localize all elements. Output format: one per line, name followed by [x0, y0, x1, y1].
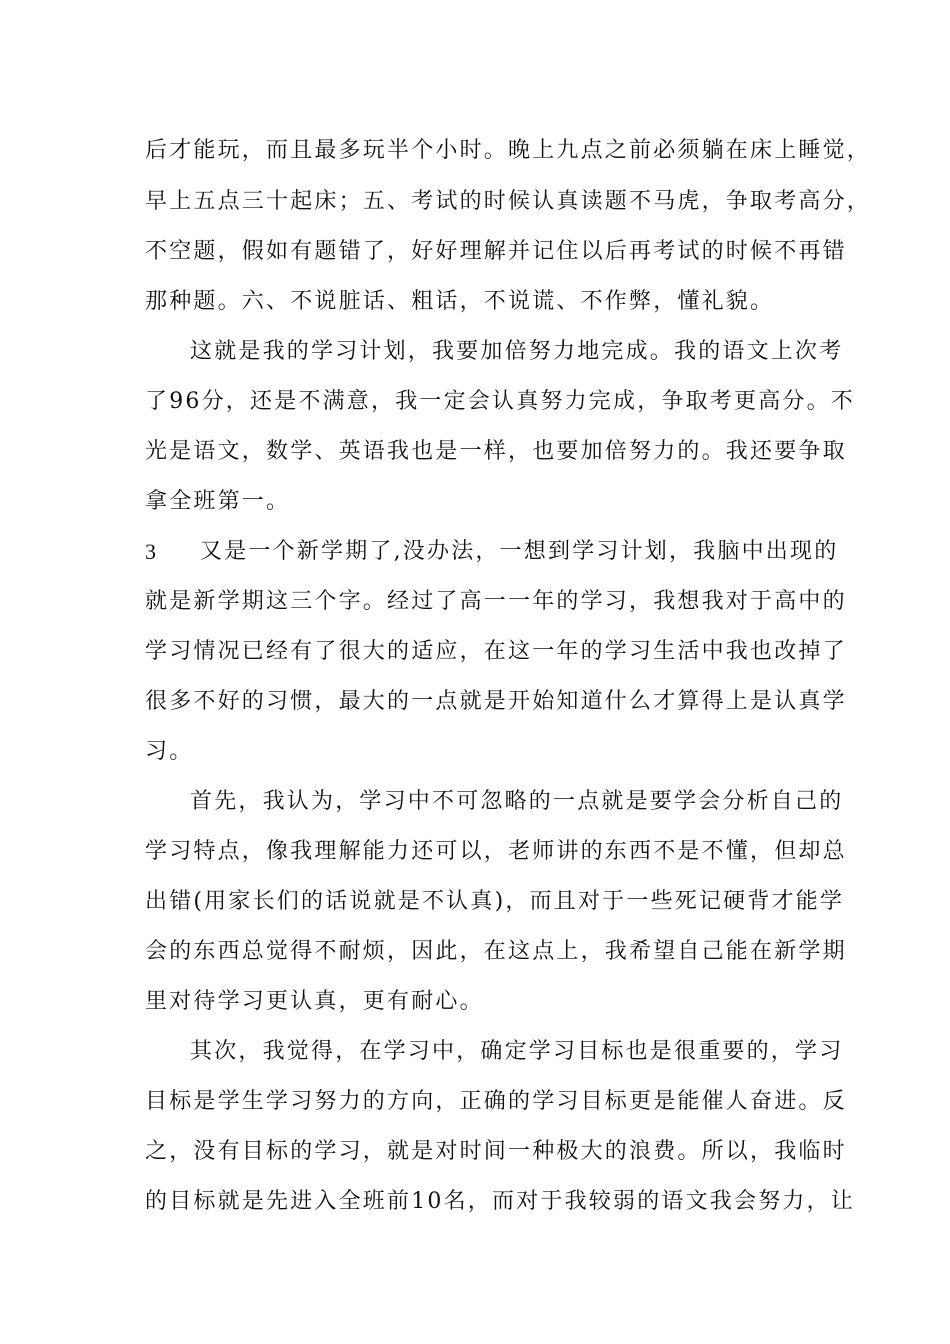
text-line: 拿全班第一。: [145, 489, 291, 514]
text-line: 这就是我的学习计划，我要加倍努力地完成。我的语文上次考: [190, 339, 844, 364]
text-line: 的目标就是先进入全班前10名，而对于我较弱的语文我会努力，让: [145, 1189, 855, 1214]
section-number: 3: [145, 539, 156, 564]
text-line: 学习情况已经有了很大的适应，在这一年的学习生活中我也改掉了: [145, 639, 847, 664]
text-line: 不空题，假如有题错了，好好理解并记住以后再考试的时候不再错: [145, 239, 847, 264]
text-line: 又是一个新学期了,没办法，一想到学习计划，我脑中出现的: [200, 539, 839, 564]
text-line: 首先，我认为，学习中不可忽略的一点就是要学会分析自己的: [190, 789, 844, 814]
text-line: 里对待学习更认真，更有耐心。: [145, 989, 484, 1014]
text-line: 目标是学生学习努力的方向，正确的学习目标更是能催人奋进。反: [145, 1089, 847, 1114]
text-line: 学习特点，像我理解能力还可以，老师讲的东西不是不懂，但却总: [145, 839, 847, 864]
text-line: 出错(用家长们的话说就是不认真)，而且对于一些死记硬背才能学: [145, 889, 845, 914]
text-line: 很多不好的习惯，最大的一点就是开始知道什么才算得上是认真学: [145, 689, 847, 714]
text-line: 了96分，还是不满意，我一定会认真努力完成，争取考更高分。不: [145, 389, 855, 414]
text-line: 早上五点三十起床；五、考试的时候认真读题不马虎，争取考高分，: [145, 189, 872, 214]
text-line: 会的东西总觉得不耐烦，因此，在这点上，我希望自己能在新学期: [145, 939, 847, 964]
text-line: 其次，我觉得，在学习中，确定学习目标也是很重要的，学习: [190, 1039, 844, 1064]
text-line: 之，没有目标的学习，就是对时间一种极大的浪费。所以，我临时: [145, 1139, 847, 1164]
text-line: 习。: [145, 739, 194, 764]
text-line: 后才能玩，而且最多玩半个小时。晚上九点之前必须躺在床上睡觉，: [145, 138, 872, 163]
text-line: 就是新学期这三个字。经过了高一一年的学习，我想我对于高中的: [145, 589, 847, 614]
text-line: 那种题。六、不说脏话、粗话，不说谎、不作弊，懂礼貌。: [145, 289, 775, 314]
text-line: 光是语文，数学、英语我也是一样，也要加倍努力的。我还要争取: [145, 439, 847, 464]
